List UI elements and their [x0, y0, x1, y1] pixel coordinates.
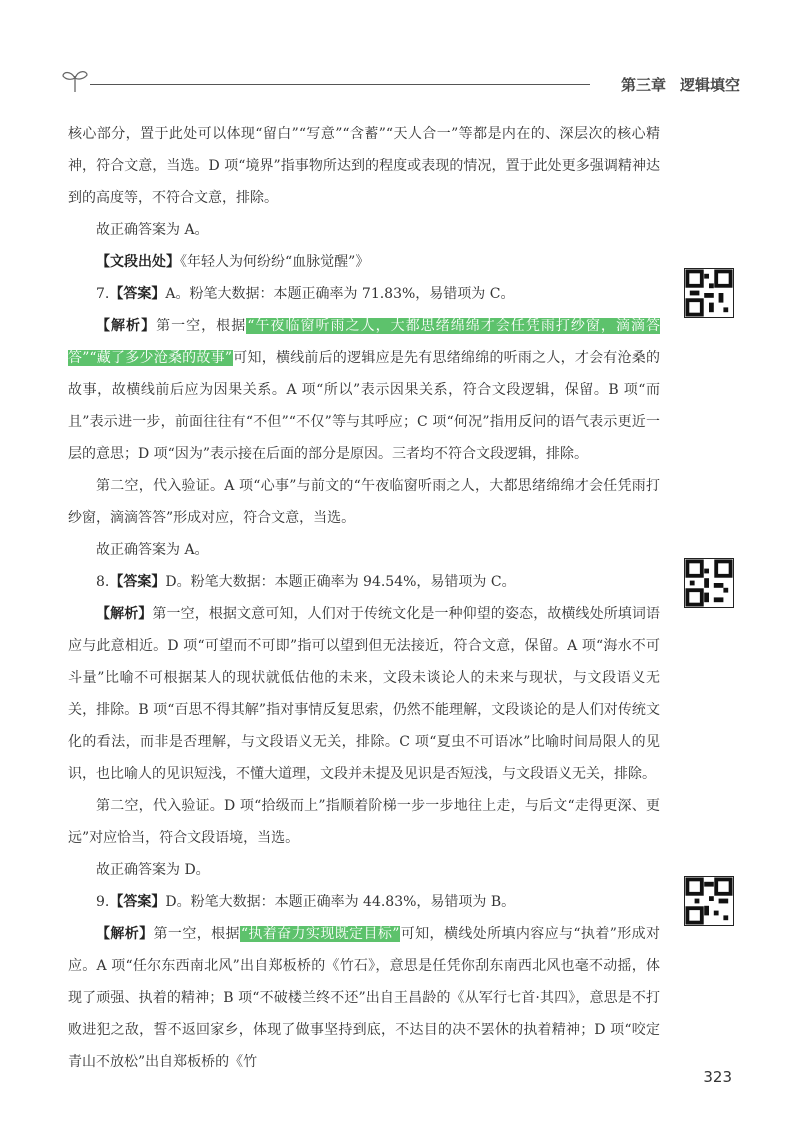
q7-second-blank: 第二空，代入验证。A 项“心事”与前文的“午夜临窗听雨之人，大都思绪绵绵才会任凭雨打纱窗，滴滴答答”形成对应，符合文意，当选。 — [68, 478, 660, 526]
highlighted-text: “午夜临窗听雨之人，大都思绪绵绵才会任凭雨打纱窗，滴滴答答”“藏了多少沧桑的故事” — [68, 318, 661, 366]
q8-answer — [68, 566, 660, 598]
source-label: 【文段出处】 — [96, 254, 180, 270]
analysis-label: 【解析】 — [96, 318, 157, 334]
analysis-text: 可知，横线处所填内容应与“执着”形成对应。A 项“任尔东西南北风”出自郑板桥的《竹石》，意思是任凭你刮东南西北风也毫不动摇，体现了顽强、执着的精神；B 项“不破楼兰终不还”出自王昌龄的《从军行七首·其四》，意思是不打败进犯之敌，誓不返回家乡，体现了做事坚持到底，不达目的决不罢休的执着精神；D 项“咬定青山不放松”出自郑板桥的《竹 — [68, 926, 661, 1070]
analysis-text: 可知，横线前后的逻辑应是先有思绪绵绵的听雨之人，才会有沧桑的故事，故横线前后应为因果关系。A 项“所以”表示因果关系，符合文段逻辑，保留。B 项“而且”表示进一步，前面往往有“不但”“不仅”等与其呼应；C 项“何况”指用反问的语气表示更近一层的意思；D 项“因为”表示接在后面的部分是原因。三者均不符合文段逻辑，排除。 — [68, 350, 660, 462]
chapter-title — [621, 74, 740, 95]
q7-answer — [68, 278, 660, 310]
answer-text: D。粉笔大数据：本题正确率为 94.54%，易错项为 C。 — [165, 574, 516, 590]
answer-label: 【答案】 — [109, 894, 166, 910]
q8-second-blank: 第二空，代入验证。D 项“拾级而上”指顺着阶梯一步一步地往上走，与后文“走得更深、更远”对应恰当，符合文段语境，当选。 — [68, 798, 660, 846]
page-content — [68, 118, 660, 1078]
sprout-icon — [60, 66, 90, 94]
answer-label: 【答案】 — [109, 574, 166, 590]
page-header — [60, 66, 740, 98]
paragraph: 故正确答案为 A。 — [96, 222, 209, 238]
page-number: 323 — [703, 1068, 732, 1086]
qr-code-icon[interactable] — [684, 558, 734, 608]
question-number: 8. — [96, 574, 110, 590]
paragraph: 核心部分，置于此处可以体现“留白”“写意”“含蓄”“天人合一”等都是内在的、深层次的核心精神，符合文意，当选。D 项“境界”指事物所达到的程度或表现的情况，置于此处更多强调精神达到的高度等，不符合文意，排除。 — [68, 126, 660, 206]
analysis-text: 第一空，根据 — [153, 926, 240, 942]
q7-final: 故正确答案为 A。 — [96, 542, 209, 558]
answer-text: A。粉笔大数据：本题正确率为 71.83%，易错项为 C。 — [165, 286, 515, 302]
chapter-number: 第三章 — [620, 76, 666, 94]
source-paragraph — [68, 246, 660, 278]
q7-analysis — [68, 310, 660, 470]
source-title: 《年轻人为何纷纷“血脉觉醒”》 — [180, 254, 370, 270]
highlighted-text: “执着奋力实现既定目标” — [240, 926, 400, 942]
answer-text: D。粉笔大数据：本题正确率为 44.83%，易错项为 B。 — [165, 894, 516, 910]
answer-label: 【答案】 — [109, 286, 166, 302]
q9-analysis — [68, 918, 660, 1078]
chapter-name: 逻辑填空 — [679, 76, 740, 94]
q8-final: 故正确答案为 D。 — [96, 862, 210, 878]
analysis-text: 第一空，根据 — [156, 318, 247, 334]
q9-answer — [68, 886, 660, 918]
question-number: 7. — [96, 286, 110, 302]
analysis-text: 第一空，根据文意可知，人们对于传统文化是一种仰望的姿态，故横线处所填词语应与此意相近。D 项“可望而不可即”指可以望到但无法接近，符合文意，保留。A 项“海水不可斗量”比喻不可根据某人的现状就低估他的未来，文段未谈论人的未来与现状，与文段语义无关，排除。B 项“百思不得其解”指对事情反复思索，仍然不能理解，文段谈论的是人们对传统文化的看法，而非是否理解，与文段语义无关，排除。C 项“夏虫不可语冰”比喻时间局限人的见识，也比喻人的见识短浅，不懂大道理，文段并未提及见识是否短浅，与文段语义无关，排除。 — [68, 606, 661, 782]
q8-analysis — [68, 598, 660, 790]
qr-code-icon[interactable] — [684, 876, 734, 926]
question-number: 9. — [96, 894, 110, 910]
analysis-label: 【解析】 — [96, 926, 154, 942]
qr-code-icon[interactable] — [684, 268, 734, 318]
header-rule — [90, 84, 590, 85]
analysis-label: 【解析】 — [96, 606, 153, 622]
